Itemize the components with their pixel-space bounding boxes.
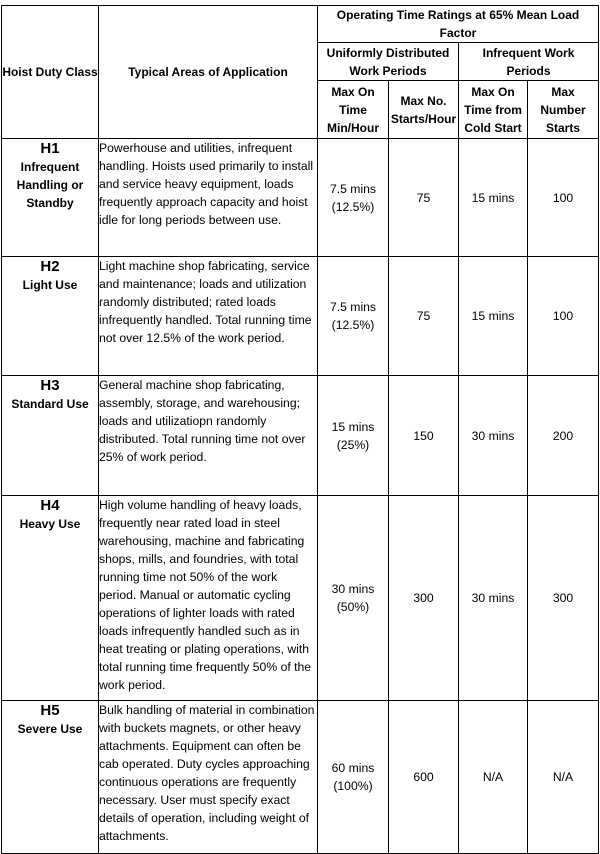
application-desc: Bulk handling of material in combination with buckets magnets, or other heavy attachments. Equipment can often be cab operated. Duty cycles approaching continuous operations are frequently necessary. User must specify exact details of operation, including weight of attachments.	[99, 701, 318, 854]
application-desc: High volume handling of heavy loads, frequently near rated load in steel warehousing, machine and fabricating shops, mills, and foundries, with total running time not 50% of the work period. Manual or automatic cycling operations of lighter loads with rated loads infrequently handled such as in heat treating or plating operations, with total running time frequently 50% of the work period.	[99, 496, 318, 701]
duty-code: H3	[40, 377, 60, 394]
on-time-percent: (50%)	[336, 600, 370, 614]
table-row	[2, 139, 599, 257]
table-row	[2, 701, 599, 854]
number-starts-value: 200	[528, 376, 599, 496]
application-desc: Powerhouse and utilities, infrequent handling. Hoists used primarily to install and service heavy equipment, loads frequently approach capacity and hoist idle for long periods between use.	[99, 139, 318, 257]
max-starts-value: 300	[389, 496, 459, 701]
header-uniform-periods: Uniformly Distributed Work Periods	[318, 43, 459, 81]
max-on-time-cell	[318, 139, 389, 257]
number-starts-value: N/A	[528, 701, 599, 854]
hoist-duty-table	[1, 5, 599, 854]
on-time-percent: (12.5%)	[331, 318, 375, 332]
on-time-percent: (100%)	[333, 779, 373, 793]
cold-start-value: 15 mins	[459, 139, 528, 257]
max-starts-value: 75	[389, 257, 459, 376]
duty-code: H4	[40, 497, 60, 514]
on-time-percent: (12.5%)	[331, 199, 375, 214]
table-row	[2, 376, 599, 496]
table-row	[2, 496, 599, 701]
header-max-on-time: Max On Time Min/Hour	[318, 81, 389, 139]
max-starts-value: 75	[389, 139, 459, 257]
duty-name: Severe Use	[17, 722, 83, 736]
max-on-time-cell	[318, 376, 389, 496]
duty-class-cell	[2, 701, 99, 854]
header-max-number-starts: Max Number Starts	[528, 81, 599, 139]
cold-start-value: N/A	[459, 701, 528, 854]
duty-class-cell	[2, 257, 99, 376]
cold-start-value: 15 mins	[459, 257, 528, 376]
duty-code: H1	[40, 140, 60, 157]
cold-start-value: 30 mins	[459, 496, 528, 701]
header-duty-class: Hoist Duty Class	[2, 6, 99, 139]
on-time-percent: (25%)	[336, 437, 370, 452]
duty-code: H5	[40, 702, 60, 719]
duty-name: Standard Use	[11, 397, 89, 411]
on-time-value: 7.5 mins	[329, 181, 377, 196]
header-applications: Typical Areas of Application	[99, 6, 318, 139]
duty-class-cell	[2, 496, 99, 701]
on-time-value: 15 mins	[331, 419, 375, 434]
cold-start-value: 30 mins	[459, 376, 528, 496]
duty-class-cell	[2, 376, 99, 496]
max-starts-value: 150	[389, 376, 459, 496]
application-desc: Light machine shop fabricating, service and maintenance; loads and utilization randomly distributed; rated loads infrequently handled. Total running time not over 12.5% of the work period.	[99, 257, 318, 376]
duty-name: Light Use	[22, 278, 78, 292]
number-starts-value: 100	[528, 139, 599, 257]
duty-name: Infrequent Handling or Standby	[16, 160, 84, 210]
application-desc: General machine shop fabricating, assembly, storage, and warehousing; loads and utilizatiopn randomly distributed. Total running time not over 25% of work period.	[99, 376, 318, 496]
table-row	[2, 257, 599, 376]
duty-class-cell	[2, 139, 99, 257]
header-max-starts: Max No. Starts/Hour	[389, 81, 459, 139]
on-time-value: 7.5 mins	[329, 300, 377, 314]
header-infrequent-periods: Infrequent Work Periods	[459, 43, 599, 81]
duty-name: Heavy Use	[19, 517, 81, 531]
max-on-time-cell	[318, 701, 389, 854]
max-on-time-cell	[318, 257, 389, 376]
on-time-value: 60 mins	[331, 761, 375, 775]
number-starts-value: 300	[528, 496, 599, 701]
max-on-time-cell	[318, 496, 389, 701]
duty-code: H2	[40, 258, 60, 275]
header-operating-time: Operating Time Ratings at 65% Mean Load Factor	[318, 6, 599, 43]
on-time-value: 30 mins	[331, 582, 375, 596]
max-starts-value: 600	[389, 701, 459, 854]
number-starts-value: 100	[528, 257, 599, 376]
header-max-on-cold: Max On Time from Cold Start	[459, 81, 528, 139]
